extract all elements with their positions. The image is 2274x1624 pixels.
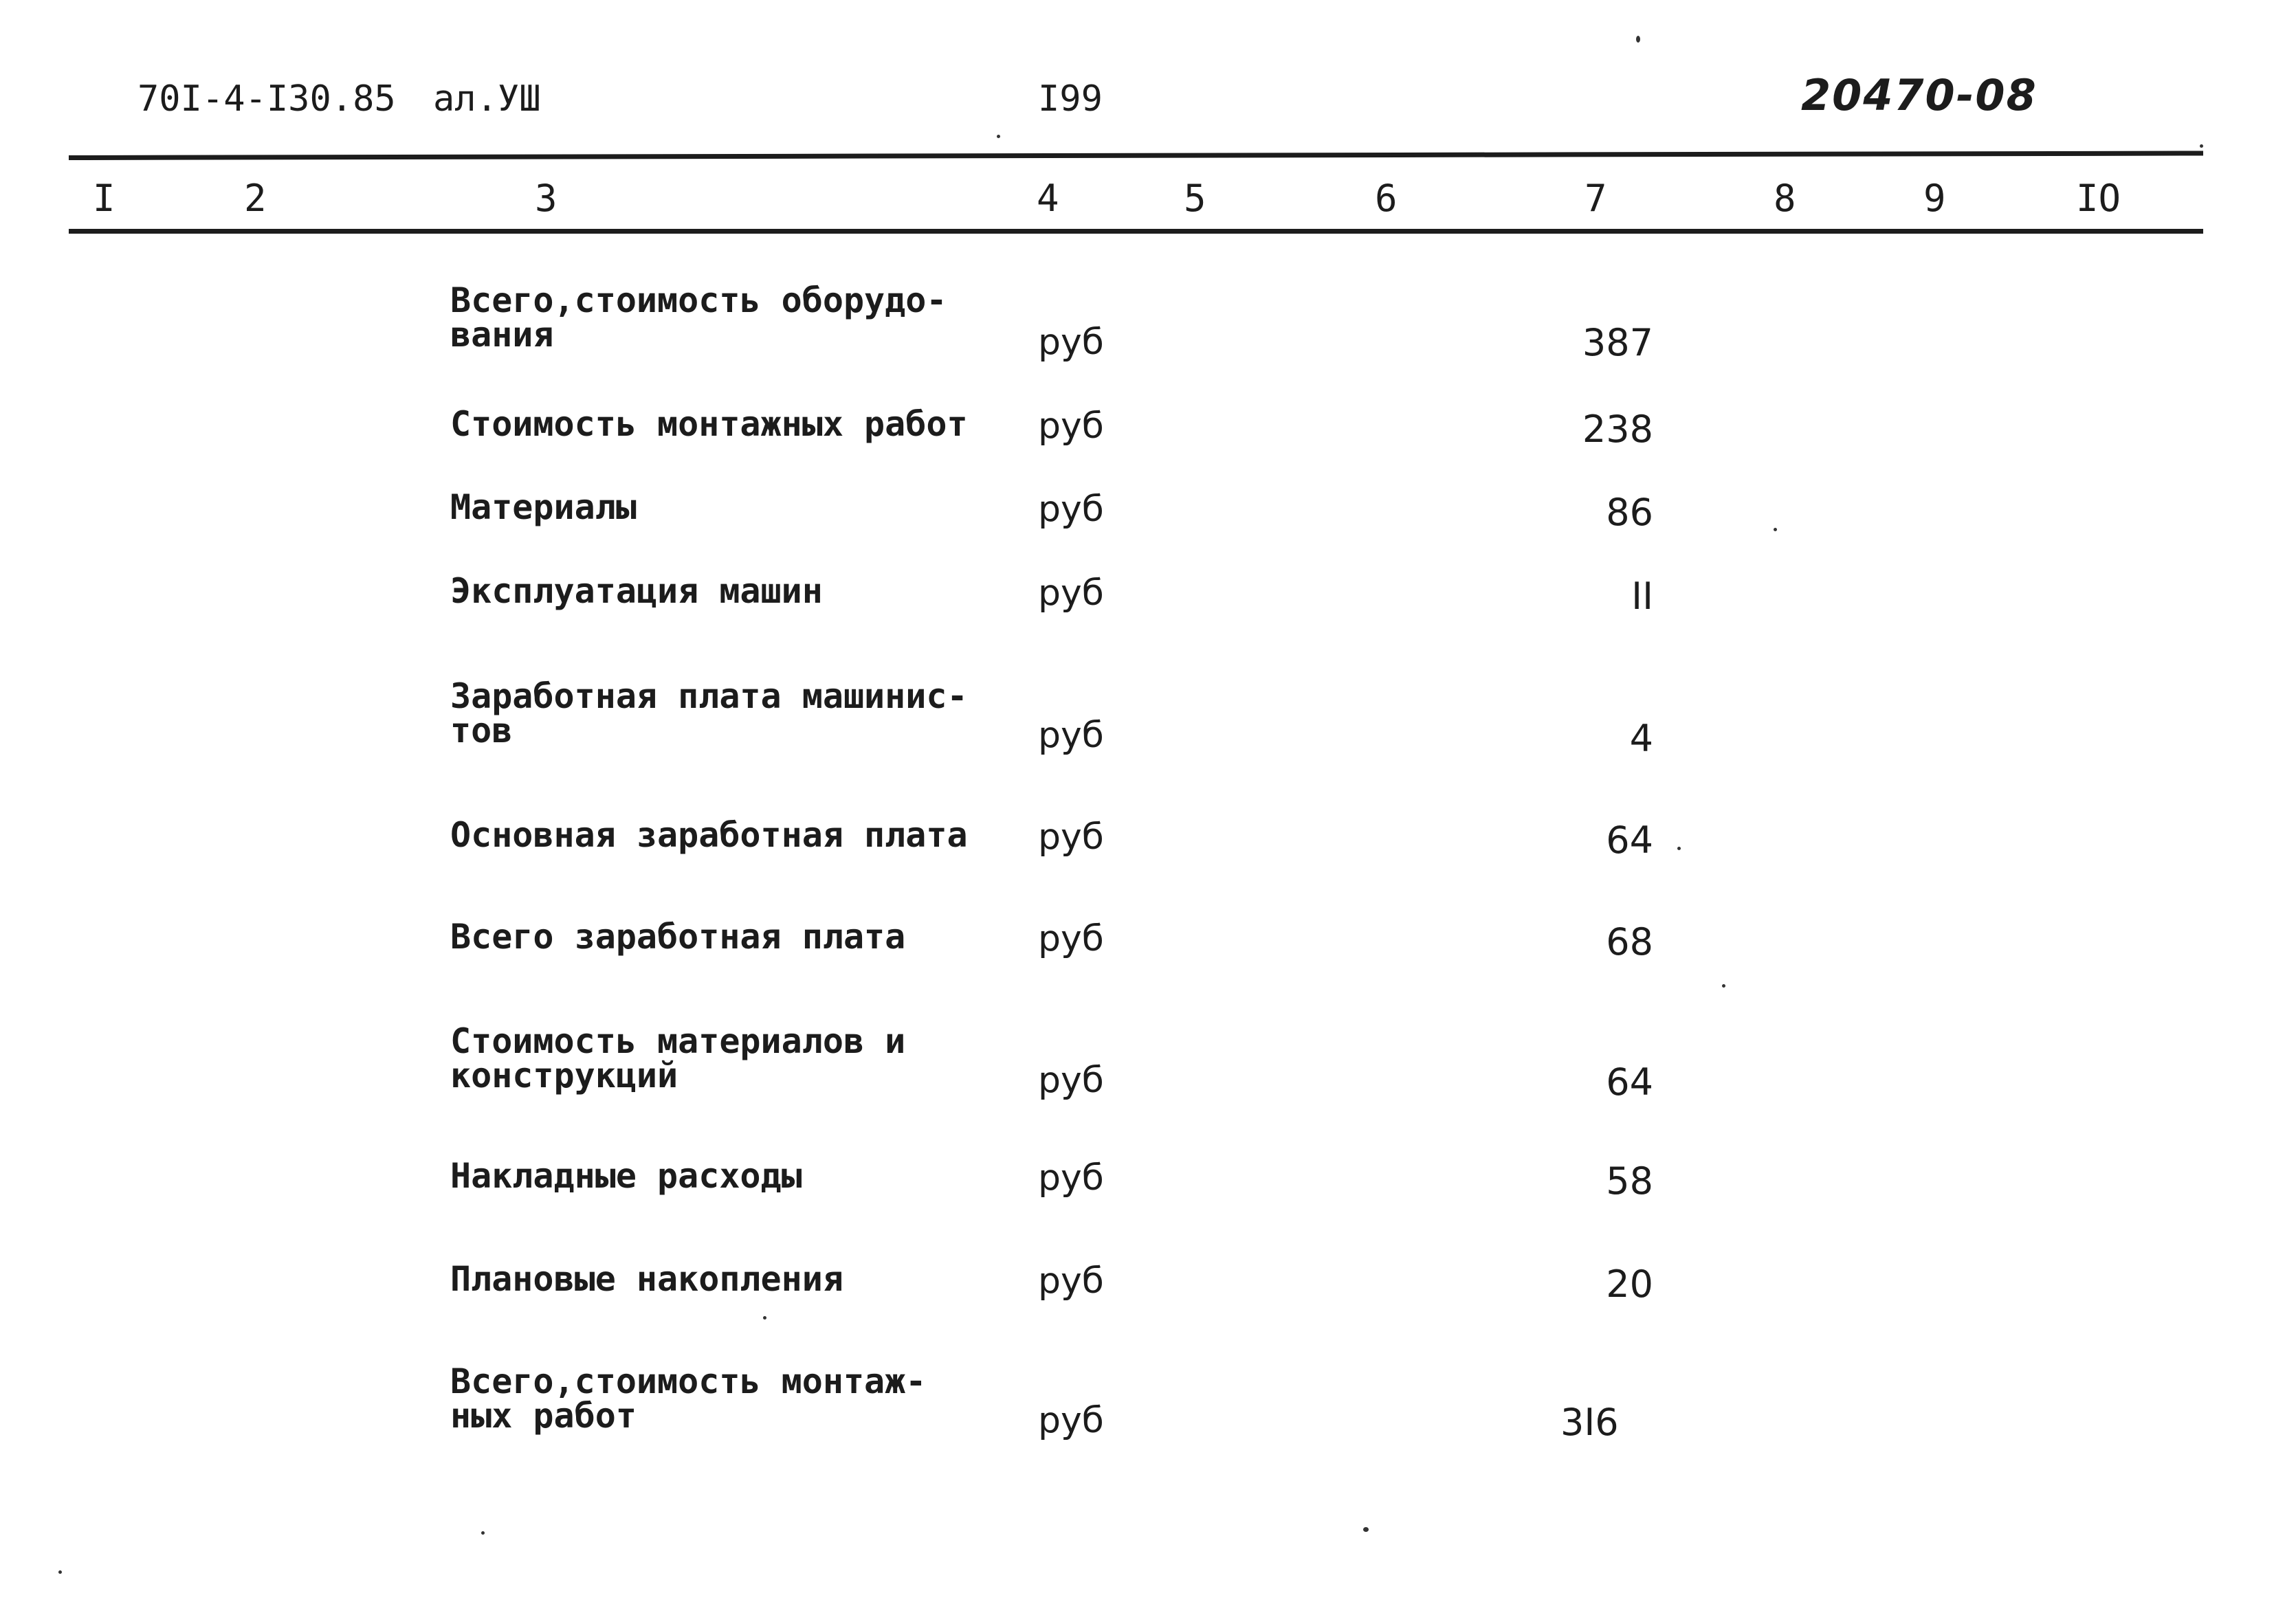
scan-speck [1363, 1527, 1369, 1532]
row-unit: руб [1038, 1060, 1104, 1101]
scan-speck [763, 1316, 766, 1320]
column-number-8: 8 [1774, 177, 1796, 220]
row-unit: руб [1038, 1157, 1104, 1199]
column-number-9: 9 [1923, 177, 1946, 220]
header-bottom-rule [69, 229, 2203, 234]
row-name: Стоимость монтажных работ [450, 404, 968, 444]
row-name: Стоимость материалов и конструкций [450, 1021, 906, 1095]
row-name: Плановые накопления [450, 1259, 843, 1299]
scan-speck [1774, 528, 1777, 531]
row-unit: руб [1038, 405, 1104, 447]
row-name: Накладные расходы [450, 1156, 802, 1196]
column-number-1: I [93, 177, 115, 220]
row-unit: руб [1038, 715, 1104, 756]
row-value: 20 [1606, 1263, 1653, 1306]
row-value: 68 [1606, 920, 1653, 964]
row-name: Материалы [450, 487, 637, 527]
row-name: Всего заработная плата [450, 917, 906, 957]
row-value: 86 [1606, 491, 1653, 534]
row-value: 3I6 [1560, 1401, 1619, 1444]
row-value: 64 [1606, 1060, 1653, 1104]
page-number: I99 [1038, 78, 1103, 120]
row-unit: руб [1038, 1400, 1104, 1441]
scan-speck [2200, 144, 2203, 148]
row-value: 4 [1629, 717, 1653, 760]
column-number-7: 7 [1585, 177, 1607, 220]
scan-speck [997, 135, 1000, 138]
scan-speck [58, 1570, 62, 1574]
row-unit: руб [1038, 1260, 1104, 1302]
column-number-6: 6 [1375, 177, 1398, 220]
column-number-3: 3 [535, 177, 558, 220]
row-unit: руб [1038, 489, 1104, 530]
row-value: 238 [1582, 408, 1653, 451]
row-name: Основная заработная плата [450, 815, 968, 855]
scan-speck [1677, 847, 1681, 850]
row-value: 64 [1606, 819, 1653, 862]
row-name: Всего,стоимость монтаж- ных работ [450, 1361, 927, 1436]
project-code: 70I-4-I30.85 [137, 78, 396, 120]
row-unit: руб [1038, 572, 1104, 614]
row-value: 58 [1606, 1159, 1653, 1203]
row-unit: руб [1038, 322, 1104, 363]
document-number: 20470-08 [1801, 70, 2038, 120]
row-unit: руб [1038, 816, 1104, 858]
row-name: Эксплуатация машин [450, 571, 823, 611]
scan-speck [1636, 36, 1640, 43]
row-name: Всего,стоимость оборудо- вания [450, 280, 947, 355]
column-number-4: 4 [1037, 177, 1059, 220]
row-unit: руб [1038, 918, 1104, 959]
column-number-2: 2 [244, 177, 267, 220]
row-value: 387 [1582, 321, 1653, 364]
scan-speck [1722, 984, 1725, 988]
scan-speck [481, 1531, 485, 1535]
header-top-rule [69, 151, 2203, 160]
column-number-10: IO [2076, 177, 2121, 220]
album-sheet: ал.УШ [433, 78, 541, 120]
column-number-5: 5 [1184, 177, 1206, 220]
row-value: II [1631, 575, 1653, 618]
row-name: Заработная плата машинис- тов [450, 676, 968, 750]
